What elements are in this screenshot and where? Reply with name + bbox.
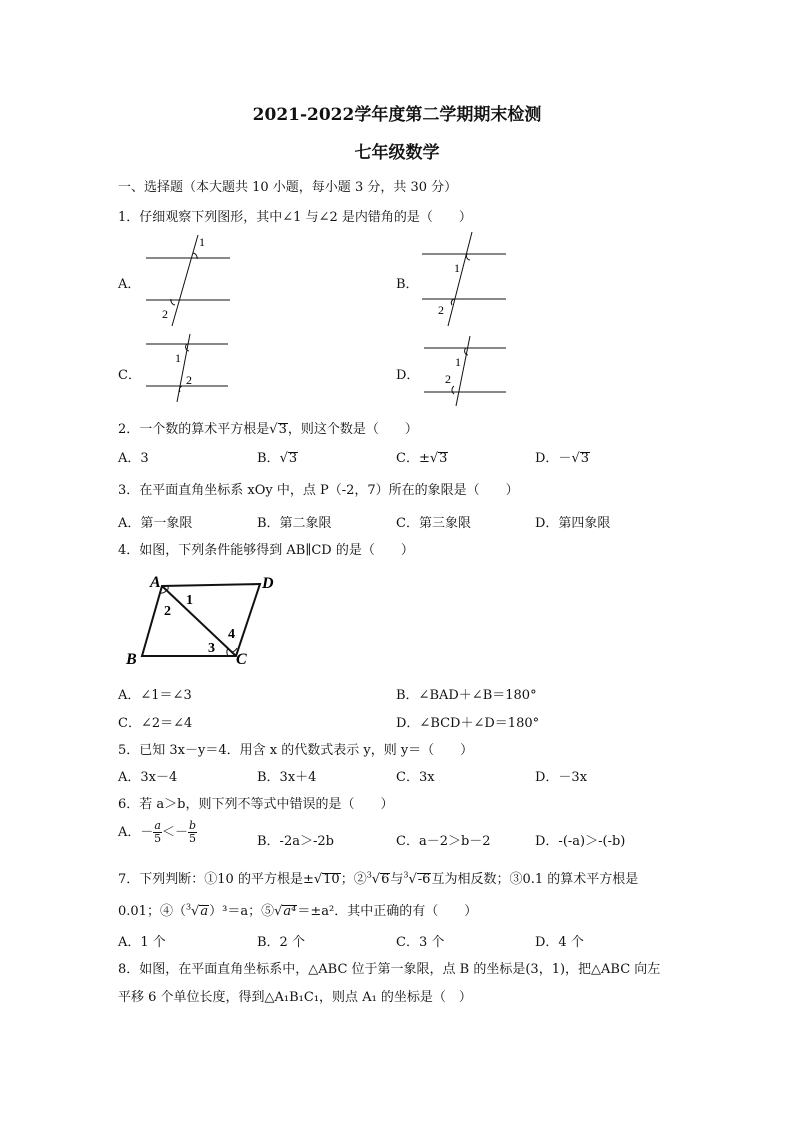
angle-1-label: 1: [175, 351, 181, 365]
q1-figure-c: [140, 332, 240, 404]
q2-option-c: C．±√3: [396, 451, 448, 466]
angle-2-label: 2: [186, 373, 192, 387]
q1-figure-b: [418, 232, 518, 328]
q4-option-a: A．∠1＝∠3: [118, 688, 192, 703]
angle-2-label: 2: [164, 604, 171, 619]
q7-option-b: B．2 个: [257, 935, 305, 950]
question-8-line-1: 8．如图，在平面直角坐标系中，△ABC 位于第一象限，点 B 的坐标是(3，1)，把△ABC 向左: [118, 962, 661, 977]
q2-option-b: B．√3: [257, 451, 298, 466]
section-heading: 一、选择题（本大题共 10 小题，每小题 3 分，共 30 分）: [118, 180, 458, 195]
q6-option-a: A．－ $\frac{a}{5}$ ＜－ $\frac{b}{5}$: [118, 819, 197, 845]
q6-option-c: C．a－2＞b－2: [396, 834, 491, 849]
q3-option-b: B．第二象限: [257, 516, 332, 531]
q7-option-a: A．1 个: [118, 935, 166, 950]
question-7-line-2: 0.01；④（$^3$√a）³＝a；⑤√a⁴＝±a²．其中正确的有（ ）: [118, 902, 478, 919]
angle-4-label: 4: [228, 627, 235, 642]
question-5-stem: 5．已知 3x－y＝4．用含 x 的代数式表示 y，则 y＝（ ）: [118, 743, 474, 758]
vertex-b-label: B: [126, 651, 137, 668]
q2-option-a: A．3: [118, 451, 149, 466]
q5-option-b: B．3x＋4: [257, 770, 317, 785]
angle-2-label: 2: [438, 303, 444, 317]
q4-option-b: B．∠BAD＋∠B＝180°: [396, 688, 537, 703]
page-subtitle: 七年级数学: [354, 143, 440, 163]
angle-2-label: 2: [162, 307, 168, 321]
q7-option-d: D．4 个: [535, 935, 584, 950]
vertex-a-label: A: [150, 574, 161, 591]
q1-figure-d: [418, 334, 518, 406]
q3-option-c: C．第三象限: [396, 516, 471, 531]
vertex-c-label: C: [236, 651, 247, 668]
question-6-stem: 6．若 a＞b，则下列不等式中错误的是（ ）: [118, 797, 394, 812]
q5-option-d: D．－3x: [535, 770, 588, 785]
angle-1-label: 1: [199, 235, 205, 249]
q2-option-d: D．－√3: [535, 451, 590, 466]
question-3-stem: 3．在平面直角坐标系 xOy 中，点 P（-2，7）所在的象限是（ ）: [118, 483, 519, 498]
question-1-stem: 1．仔细观察下列图形，其中∠1 与∠2 是内错角的是（ ）: [118, 210, 472, 225]
q6-option-b: B．-2a＞-2b: [257, 834, 334, 849]
angle-2-label: 2: [445, 372, 451, 386]
question-8-line-2: 平移 6 个单位长度，得到△A₁B₁C₁，则点 A₁ 的坐标是（ ）: [118, 990, 472, 1005]
q1-option-b-label: B．: [396, 277, 419, 292]
q4-parallelogram-figure: [120, 568, 290, 672]
angle-1-label: 1: [186, 593, 193, 608]
q4-option-d: D．∠BCD＋∠D＝180°: [396, 716, 540, 731]
question-4-stem: 4．如图，下列条件能够得到 AB∥CD 的是（ ）: [118, 543, 414, 558]
q1-figure-a: [140, 232, 240, 328]
vertex-d-label: D: [262, 575, 274, 592]
q1-option-a-label: A．: [118, 277, 141, 292]
q1-option-d-label: D．: [396, 368, 420, 383]
q7-option-c: C．3 个: [396, 935, 445, 950]
q3-option-a: A．第一象限: [118, 516, 193, 531]
q3-option-d: D．第四象限: [535, 516, 611, 531]
angle-1-label: 1: [454, 261, 460, 275]
q5-option-a: A．3x－4: [118, 770, 178, 785]
question-2-stem: 2．一个数的算术平方根是√3，则这个数是（ ）: [118, 422, 418, 437]
page-title: 2021-2022学年度第二学期期末检测: [252, 105, 542, 125]
q5-option-c: C．3x: [396, 770, 435, 785]
angle-1-label: 1: [455, 355, 461, 369]
question-7-line-1: 7．下列判断：①10 的平方根是±√10；②$^3$√6与$^3$√-6互为相反数；③0.1 的算术平方根是: [118, 870, 639, 887]
angle-3-label: 3: [208, 641, 215, 656]
q4-option-c: C．∠2＝∠4: [118, 716, 193, 731]
q6-option-d: D．-(-a)＞-(-b): [535, 834, 626, 849]
q1-option-c-label: C．: [118, 368, 141, 383]
